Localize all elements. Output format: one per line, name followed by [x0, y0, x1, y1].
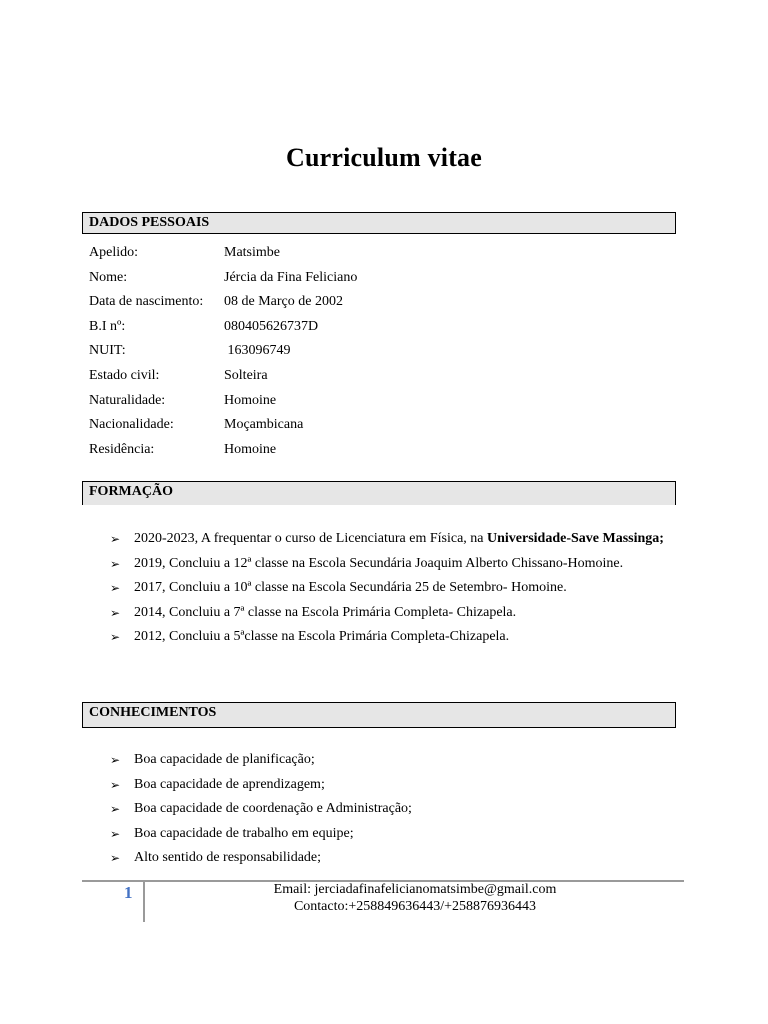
field-value: Homoine	[224, 441, 277, 457]
list-item-text: 2020-2023, A frequentar o curso de Licenciatura em Física, na	[134, 531, 487, 546]
field-value: Solteira	[224, 367, 268, 383]
field-value: Matsimbe	[224, 245, 280, 260]
list-item	[110, 625, 678, 650]
field-value: Homoine	[224, 392, 277, 408]
list-item-text: Boa capacidade de trabalho em equipe;	[134, 825, 354, 841]
field-value: Moçambicana	[224, 417, 304, 433]
footer-email: Email: jerciadafinafelicianomatsimbe@gmail.com	[273, 882, 557, 897]
footer-contact	[145, 881, 685, 915]
education-list	[110, 527, 678, 650]
field-label: Residência:	[89, 441, 155, 457]
footer-phone: Contacto:+258849636443/+258876936443	[293, 899, 537, 914]
field-value: 08 de Março de 2002	[224, 294, 343, 310]
list-item	[110, 846, 678, 871]
list-item	[110, 552, 678, 577]
arrow-bullet-icon: ➢	[110, 777, 121, 792]
document-title: Curriculum vitae	[285, 143, 482, 172]
list-item-text: 2019, Concluiu a 12ª classe na Escola Secundária Joaquim Alberto Chissano-Homoine.	[134, 555, 624, 571]
arrow-bullet-icon: ➢	[110, 532, 121, 546]
list-item	[110, 601, 678, 626]
list-item	[110, 527, 678, 552]
arrow-bullet-icon: ➢	[110, 630, 121, 644]
list-item-text: Boa capacidade de coordenação e Administração;	[134, 801, 412, 816]
list-item-text: Boa capacidade de aprendizagem;	[134, 776, 325, 792]
arrow-bullet-icon: ➢	[110, 753, 121, 767]
arrow-bullet-icon: ➢	[110, 802, 121, 816]
list-item-text: Alto sentido de responsabilidade;	[134, 850, 322, 865]
field-label: Data de nascimento:	[89, 294, 204, 310]
page-number: 1	[124, 883, 133, 902]
field-label: Apelido:	[89, 245, 138, 260]
field-value: 080405626737D	[224, 318, 319, 334]
field-value: 163096749	[224, 343, 291, 359]
arrow-bullet-icon: ➢	[110, 556, 121, 571]
section-header-education: FORMAÇÃO	[82, 481, 676, 505]
list-item	[110, 748, 678, 773]
list-item-text: 2017, Concluiu a 10ª classe na Escola Secundária 25 de Setembro- Homoine.	[134, 580, 567, 595]
field-label: B.I nº:	[89, 318, 126, 334]
arrow-bullet-icon: ➢	[110, 851, 121, 865]
field-label: Nacionalidade:	[89, 417, 174, 433]
list-item-bold-text: Universidade-Save Massinga;	[487, 531, 664, 546]
list-item	[110, 822, 678, 847]
arrow-bullet-icon: ➢	[110, 605, 121, 620]
field-label: Estado civil:	[89, 367, 160, 383]
field-label: Naturalidade:	[89, 392, 166, 408]
field-label: Nome:	[89, 269, 128, 285]
list-item-text: 2012, Concluiu a 5ªclasse na Escola Primária Completa-Chizapela.	[134, 629, 510, 644]
field-value: Jércia da Fina Feliciano	[224, 269, 358, 285]
list-item-text: Boa capacidade de planificação;	[134, 752, 315, 767]
list-item-text: 2014, Concluiu a 7ª classe na Escola Primária Completa- Chizapela.	[134, 604, 517, 620]
section-header-skills: CONHECIMENTOS	[82, 702, 676, 728]
section-header-personal: DADOS PESSOAIS	[82, 212, 676, 234]
list-item	[110, 773, 678, 798]
arrow-bullet-icon: ➢	[110, 581, 121, 595]
arrow-bullet-icon: ➢	[110, 826, 121, 841]
list-item	[110, 797, 678, 822]
list-item	[110, 576, 678, 601]
skills-list	[110, 748, 678, 871]
field-label: NUIT:	[89, 343, 126, 359]
